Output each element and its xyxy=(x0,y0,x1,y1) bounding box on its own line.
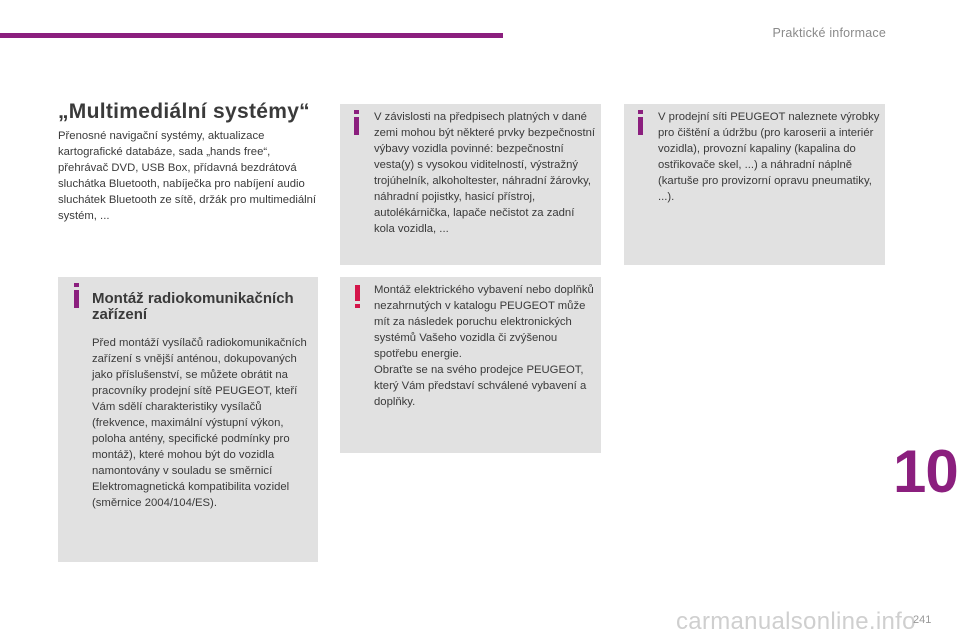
page-number: 241 xyxy=(913,614,932,626)
legal-equipment-box xyxy=(340,104,601,265)
section-title: „Multimediální systémy“ xyxy=(58,100,310,123)
info-icon xyxy=(638,117,643,135)
header-accent-bar xyxy=(0,33,503,38)
sales-box-text: V prodejní síti PEUGEOT naleznete výrobky pro čištění a údržbu (pro karoserii a interiér vozidla), provozní kapaliny (kapalina do ostřikovače skel, ...) a náhradní náplně (kartuše pro provizorní opravu pneumatiky, ...). xyxy=(658,111,880,203)
sales-network-box xyxy=(624,104,885,265)
info-icon xyxy=(354,117,359,135)
chapter-number: 10 xyxy=(893,438,958,505)
electrical-warning-box xyxy=(340,277,601,453)
info-icon xyxy=(74,290,79,308)
warning-icon xyxy=(355,285,360,301)
intro-paragraph: Přenosné navigační systémy, aktualizace kartografické databáze, sada „hands free“, přehrávač DVD, USB Box, přídavná bezdrátová sluchátka Bluetooth, nabíječka pro nabíjení audio sluchátek Bluetooth ze sítě, držák pro multimediální systém, ... xyxy=(58,130,317,222)
electrical-box-text-1: Montáž elektrického vybavení nebo doplňků nezahrnutých v katalogu PEUGEOT může mít za následek poruchu elektronických systémů Vašeho vozidla či zvýšenou spotřebu energie. xyxy=(374,284,594,360)
legal-box-text: V závislosti na předpisech platných v dané zemi mohou být některé prvky bezpečnostní výbavy vozidla povinné: bezpečnostní vesta(y) s vysokou viditelností, výstražný trojúhelník, alkoholtester, náhradní žárovky, náhradní pojistky, hasicí přístroj, autolékárnička, lapače nečistot za zadní kola vozidla, ... xyxy=(374,111,596,235)
radio-equipment-box xyxy=(58,277,318,562)
electrical-box-text-2: Obraťte se na svého prodejce PEUGEOT, který Vám představí schválené vybavení a doplňky. xyxy=(374,364,587,408)
radio-box-text: Před montáží vysílačů radiokomunikačních zařízení s vnější anténou, dokupovaných jako příslušenství, se můžete obrátit na pracovníky prodejní sítě PEUGEOT, kteří Vám sdělí charakteristiky vysílačů (frekvence, maximální výstupní výkon, poloha antény, specifické podmínky pro montáž), které mohou být do vozidla namontovány v souladu se směrnicí Elektromagnetická kompatibilita vozidel (směrnice 2004/104/ES). xyxy=(92,337,307,509)
radio-box-title: Montáž radiokomunikačních zařízení xyxy=(92,290,294,323)
section-header-label: Praktické informace xyxy=(772,26,886,40)
watermark: carmanualsonline.info xyxy=(676,608,916,635)
